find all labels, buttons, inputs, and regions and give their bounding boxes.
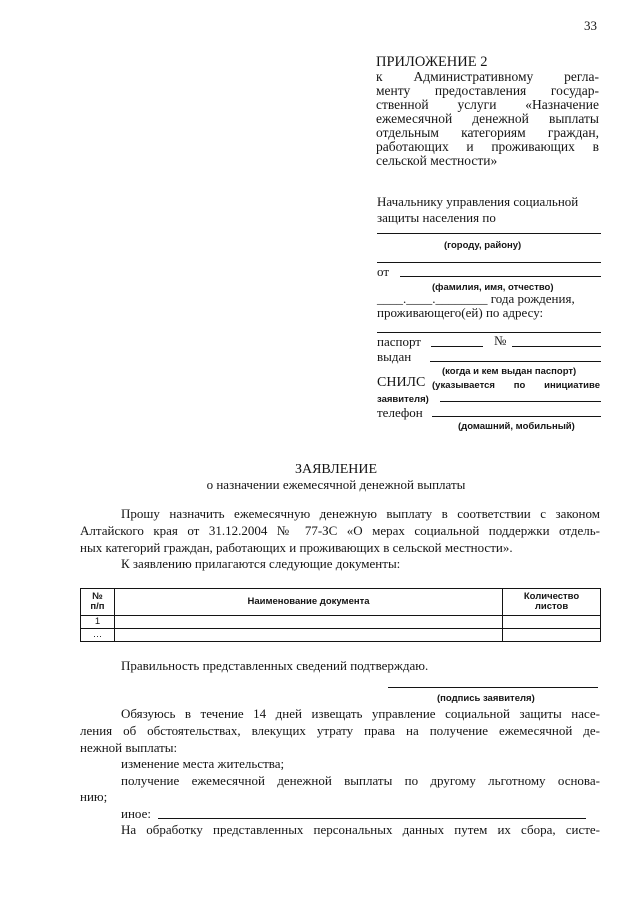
header-sheet-count: Количество листов: [503, 589, 601, 616]
obligation-item-1: изменение места жительства;: [121, 756, 285, 771]
phone-field[interactable]: [432, 416, 601, 417]
appendix-line: ежемесячной денежной выплаты: [376, 111, 599, 126]
passport-series-field[interactable]: [431, 346, 483, 347]
obligation-line: ления об обстоятельствах, влекущих утрату права на получение ежемесячной де-: [80, 723, 600, 738]
obligation-line-last: нежной выплаты:: [80, 740, 178, 755]
appendix-line: работающих и проживающих в: [376, 139, 599, 154]
residing-label: проживающего(ей) по адресу:: [377, 305, 544, 320]
documents-table: [80, 588, 601, 642]
city-hint: (городу, району): [444, 240, 522, 251]
other-field[interactable]: [158, 818, 586, 819]
request-line: Прошу назначить ежемесячную денежную выплату в соответствии с законом: [121, 506, 600, 521]
consent-line: На обработку представленных персональных данных путем их сбора, систе-: [121, 822, 600, 837]
from-label: от: [377, 264, 390, 279]
header-number: № п/п: [81, 589, 115, 616]
passport-number-field[interactable]: [512, 346, 601, 347]
statement-title: ЗАЯВЛЕНИЕ: [294, 462, 378, 477]
city-field-2[interactable]: [377, 262, 601, 263]
table-row: [81, 616, 601, 629]
obligation-item-2-end: нию;: [80, 789, 108, 804]
fio-hint: (фамилия, имя, отчество): [432, 282, 554, 293]
row-document-cell[interactable]: [114, 616, 502, 629]
birth-date-field[interactable]: ____.____.________ года рождения,: [377, 291, 575, 306]
signature-hint: (подпись заявителя): [437, 693, 535, 704]
fio-field[interactable]: [400, 276, 601, 277]
addressee-line-1: Начальнику управления социальной: [377, 194, 579, 209]
request-line: Алтайского края от 31.12.2004 № 77-ЗС «О мерах социальной поддержки отдель-: [80, 523, 600, 538]
attached-label: К заявлению прилагаются следующие документы:: [121, 556, 401, 571]
table-row: [81, 629, 601, 642]
snils-label: СНИЛС: [377, 375, 426, 390]
obligation-line: Обязуюсь в течение 14 дней извещать управление социальной защиты насе-: [121, 706, 600, 721]
row-number: …: [81, 629, 115, 642]
confirm-text: Правильность представленных сведений подтверждаю.: [121, 658, 429, 673]
request-line-last: ных категорий граждан, работающих и проживающих в сельской местности».: [80, 540, 513, 555]
header-document-name: Наименование документа: [114, 589, 502, 616]
page-number: 33: [584, 18, 597, 33]
snils-hint: (указывается по инициативе: [432, 380, 600, 391]
issued-hint: (когда и кем выдан паспорт): [442, 366, 577, 377]
snils-hint-2: заявителя): [377, 394, 429, 405]
appendix-line: отдельным категориям граждан,: [376, 125, 599, 140]
table-header-row: [81, 589, 601, 616]
row-number: 1: [81, 616, 115, 629]
obligation-item-2: получение ежемесячной денежной выплаты по другому льготному основа-: [121, 773, 600, 788]
number-label: №: [494, 333, 507, 348]
statement-subtitle: о назначении ежемесячной денежной выплаты: [206, 477, 466, 492]
issued-field[interactable]: [430, 361, 601, 362]
appendix-header: [376, 54, 599, 168]
addressee-line-2: защиты населения по: [377, 210, 496, 225]
passport-label: паспорт: [377, 334, 421, 349]
issued-label: выдан: [377, 349, 412, 364]
appendix-line-last: сельской местности»: [376, 153, 498, 168]
appendix-line: к Административному регла-: [376, 69, 599, 84]
signature-field[interactable]: [388, 687, 598, 688]
appendix-line: менту предоставления государ-: [376, 83, 599, 98]
row-document-cell[interactable]: [114, 629, 502, 642]
appendix-line: ственной услуги «Назначение: [376, 97, 599, 112]
appendix-title: ПРИЛОЖЕНИЕ 2: [376, 54, 488, 70]
row-count-cell[interactable]: [503, 616, 601, 629]
phone-hint: (домашний, мобильный): [458, 421, 575, 432]
snils-field[interactable]: [440, 401, 601, 402]
address-field[interactable]: [377, 332, 601, 333]
other-label: иное:: [121, 806, 151, 821]
row-count-cell[interactable]: [503, 629, 601, 642]
phone-label: телефон: [377, 405, 423, 420]
city-field[interactable]: [377, 233, 601, 234]
